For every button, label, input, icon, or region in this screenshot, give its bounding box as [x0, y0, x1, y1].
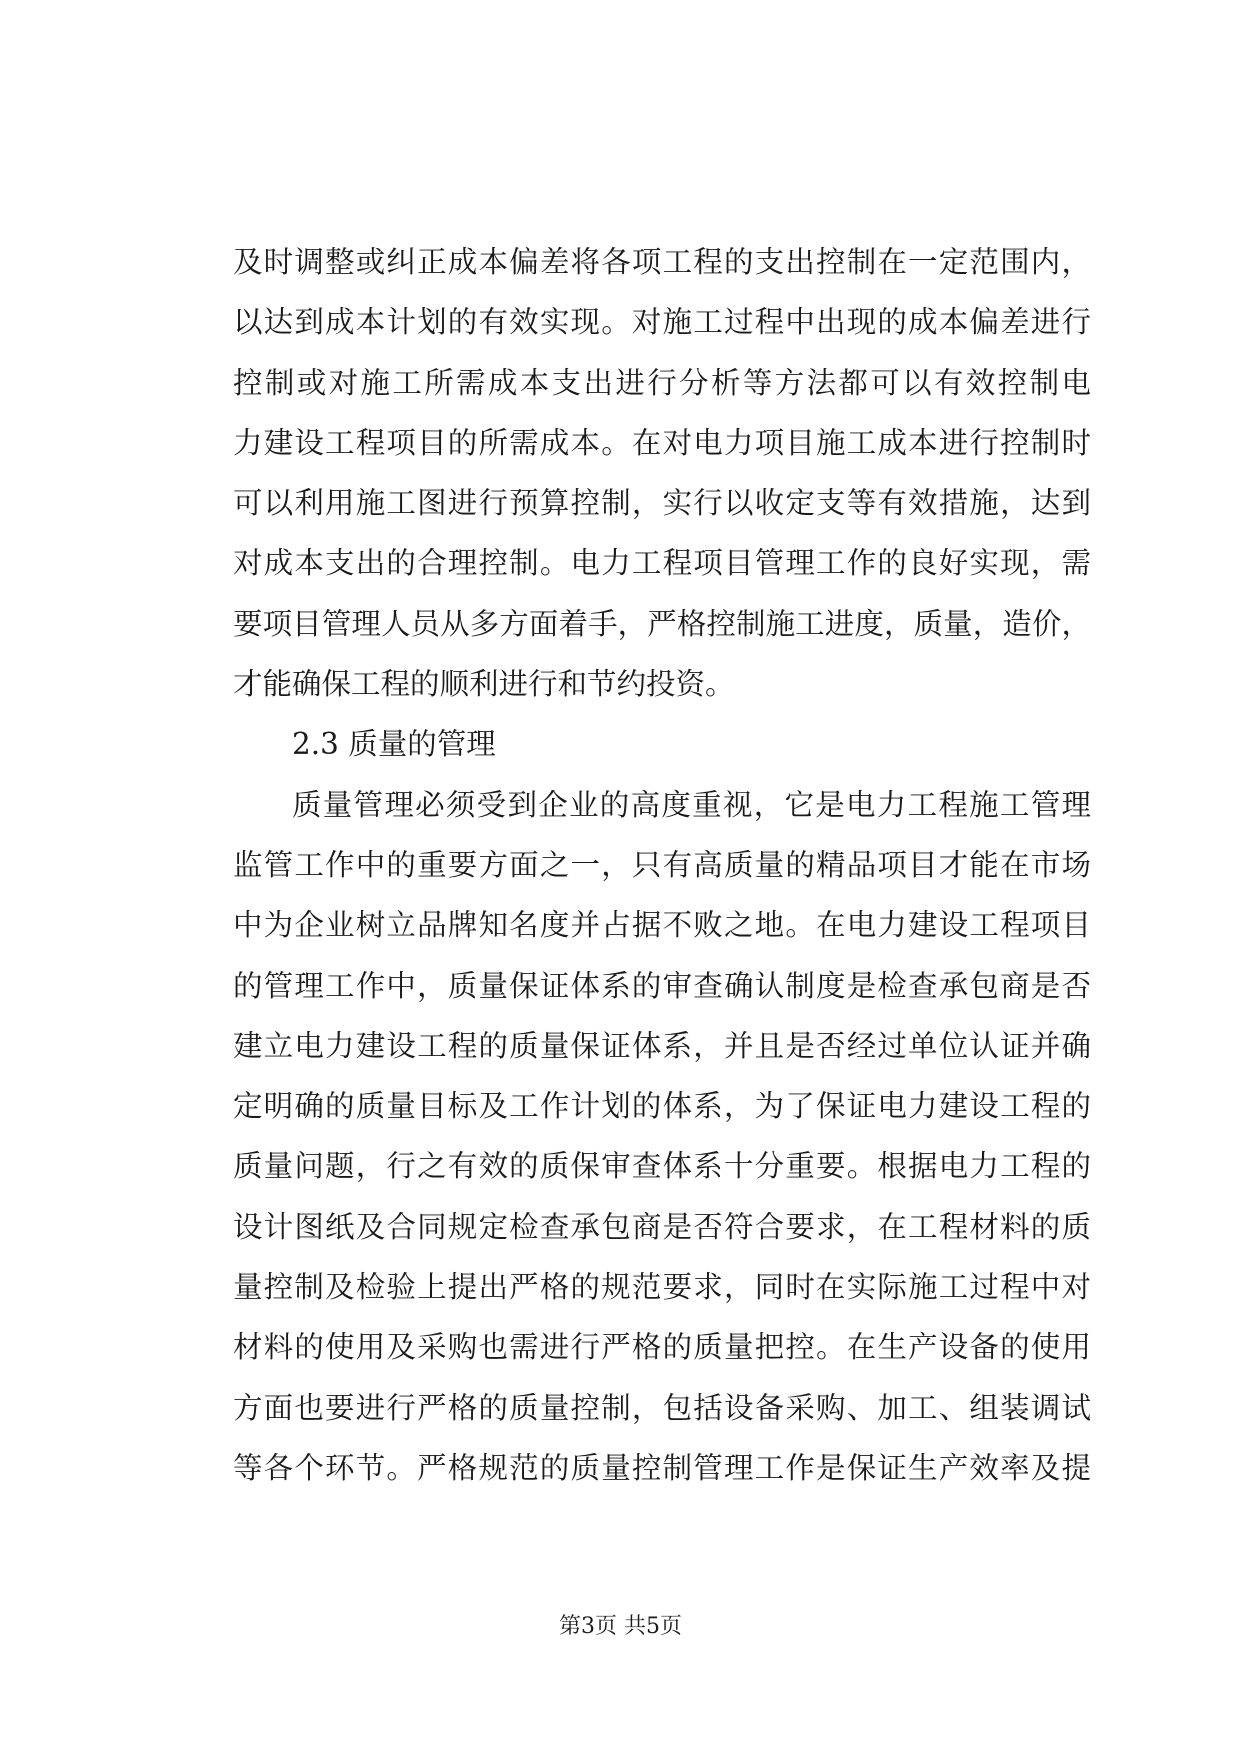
- text-line: 及时调整或纠正成本偏差将各项工程的支出控制在一定范围内，: [233, 245, 1091, 279]
- text-line: 方面也要进行严格的质量控制，包括设备采购、加工、组装调试: [233, 1390, 1091, 1425]
- text-line: 要项目管理人员从多方面着手，严格控制施工进度，质量，造价，: [233, 606, 1091, 641]
- text-line: 材料的使用及采购也需进行严格的质量把控。在生产设备的使用: [233, 1330, 1091, 1365]
- text-line: 等各个环节。严格规范的质量控制管理工作是保证生产效率及提: [233, 1450, 1091, 1485]
- text-line: 设计图纸及合同规定检查承包商是否符合要求，在工程材料的质: [233, 1209, 1091, 1244]
- text-line: 以达到成本计划的有效实现。对施工过程中出现的成本偏差进行: [233, 305, 1091, 340]
- text-line: 量控制及检验上提出严格的规范要求，同时在实际施工过程中对: [233, 1270, 1091, 1305]
- text-line: 定明确的质量目标及工作计划的体系，为了保证电力建设工程的: [233, 1089, 1091, 1124]
- text-line: 才能确保工程的顺利进行和节约投资。: [233, 667, 735, 702]
- text-line: 监管工作中的重要方面之一，只有高质量的精品项目才能在市场: [233, 847, 1091, 882]
- section-heading: 2.3 质量的管理: [292, 727, 496, 762]
- text-line: 控制或对施工所需成本支出进行分析等方法都可以有效控制电: [233, 365, 1091, 400]
- text-line: 可以利用施工图进行预算控制，实行以收定支等有效措施，达到: [233, 486, 1091, 521]
- page-footer: 第3页 共5页: [559, 1614, 682, 1639]
- text-line: 力建设工程项目的所需成本。在对电力项目施工成本进行控制时: [233, 425, 1091, 460]
- text-line: 的管理工作中，质量保证体系的审查确认制度是检查承包商是否: [233, 968, 1091, 1003]
- text-line: 建立电力建设工程的质量保证体系，并且是否经过单位认证并确: [233, 1028, 1091, 1063]
- text-line: 质量管理必须受到企业的高度重视，它是电力工程施工管理: [292, 787, 1091, 822]
- text-line: 中为企业树立品牌知名度并占据不败之地。在电力建设工程项目: [233, 908, 1091, 943]
- text-line: 质量问题，行之有效的质保审查体系十分重要。根据电力工程的: [233, 1149, 1091, 1184]
- body-text: [233, 232, 1091, 1498]
- text-line: 对成本支出的合理控制。电力工程项目管理工作的良好实现，需: [233, 546, 1091, 581]
